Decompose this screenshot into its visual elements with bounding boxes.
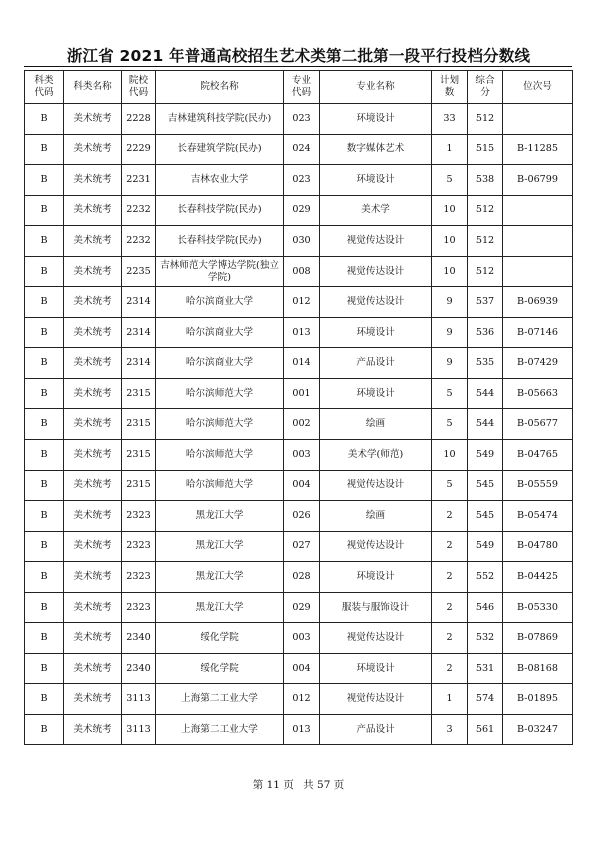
cell-major-code: 001	[284, 378, 320, 409]
cell-subject-name: 美术统考	[64, 531, 122, 562]
cell-major-code: 013	[284, 317, 320, 348]
cell-major-code: 004	[284, 470, 320, 501]
header-total-score: 综合 分	[468, 71, 503, 104]
cell-school-code: 2314	[122, 287, 156, 318]
cell-major-code: 029	[284, 195, 320, 226]
cell-total-score: 537	[468, 287, 503, 318]
cell-plan-count: 10	[432, 256, 468, 287]
cell-plan-count: 2	[432, 592, 468, 623]
cell-major-code: 003	[284, 440, 320, 471]
cell-subject-name: 美术统考	[64, 623, 122, 654]
cell-major-code: 030	[284, 226, 320, 257]
cell-plan-count: 10	[432, 195, 468, 226]
cell-school-code: 2315	[122, 440, 156, 471]
cell-major-name: 产品设计	[320, 348, 432, 379]
cell-plan-count: 33	[432, 104, 468, 135]
cell-school-code: 2323	[122, 531, 156, 562]
cell-plan-count: 2	[432, 501, 468, 532]
cell-major-name: 绘画	[320, 409, 432, 440]
page-total: 共 57 页	[303, 779, 345, 791]
table-row	[25, 714, 573, 745]
cell-school-name: 黑龙江大学	[156, 562, 284, 593]
cell-rank: B-07146	[503, 317, 573, 348]
cell-plan-count: 1	[432, 684, 468, 715]
cell-total-score: 561	[468, 714, 503, 745]
cell-major-name: 视觉传达设计	[320, 287, 432, 318]
cell-rank: B-05677	[503, 409, 573, 440]
cell-subject-name: 美术统考	[64, 104, 122, 135]
cell-subject-name: 美术统考	[64, 134, 122, 165]
cell-subject-code: B	[25, 287, 64, 318]
cell-rank: B-06939	[503, 287, 573, 318]
cell-school-code: 2315	[122, 470, 156, 501]
cell-subject-code: B	[25, 440, 64, 471]
table-row	[25, 440, 573, 471]
table-row	[25, 317, 573, 348]
header-rank: 位次号	[503, 71, 573, 104]
cell-school-code: 2340	[122, 653, 156, 684]
table-row	[25, 592, 573, 623]
cell-school-code: 3113	[122, 714, 156, 745]
cell-school-code: 2314	[122, 348, 156, 379]
cell-subject-name: 美术统考	[64, 440, 122, 471]
cell-plan-count: 3	[432, 714, 468, 745]
cell-subject-code: B	[25, 684, 64, 715]
cell-total-score: 531	[468, 653, 503, 684]
cell-major-name: 美术学	[320, 195, 432, 226]
cell-total-score: 512	[468, 256, 503, 287]
cell-plan-count: 10	[432, 440, 468, 471]
cell-rank: B-11285	[503, 134, 573, 165]
cell-rank	[503, 104, 573, 135]
cell-major-name: 视觉传达设计	[320, 226, 432, 257]
table-row	[25, 256, 573, 287]
cell-subject-name: 美术统考	[64, 562, 122, 593]
cell-subject-code: B	[25, 134, 64, 165]
cell-major-name: 美术学(师范)	[320, 440, 432, 471]
cell-major-name: 视觉传达设计	[320, 531, 432, 562]
table-row	[25, 195, 573, 226]
cell-total-score: 546	[468, 592, 503, 623]
cell-school-name: 绥化学院	[156, 623, 284, 654]
cell-school-name: 哈尔滨师范大学	[156, 440, 284, 471]
table-row	[25, 226, 573, 257]
table-row	[25, 684, 573, 715]
cell-plan-count: 2	[432, 623, 468, 654]
page-footer	[0, 777, 597, 792]
cell-school-code: 3113	[122, 684, 156, 715]
cell-subject-name: 美术统考	[64, 592, 122, 623]
cell-major-code: 003	[284, 623, 320, 654]
cell-rank: B-03247	[503, 714, 573, 745]
cell-total-score: 544	[468, 409, 503, 440]
cell-major-code: 012	[284, 287, 320, 318]
cell-major-name: 服装与服饰设计	[320, 592, 432, 623]
header-plan-count: 计划 数	[432, 71, 468, 104]
cell-school-name: 长春科技学院(民办)	[156, 226, 284, 257]
table-row	[25, 653, 573, 684]
cell-plan-count: 5	[432, 378, 468, 409]
cell-school-code: 2340	[122, 623, 156, 654]
cell-subject-name: 美术统考	[64, 470, 122, 501]
cell-rank: B-07429	[503, 348, 573, 379]
cell-subject-name: 美术统考	[64, 287, 122, 318]
cell-rank: B-05474	[503, 501, 573, 532]
table-row	[25, 378, 573, 409]
table-row	[25, 409, 573, 440]
cell-subject-code: B	[25, 317, 64, 348]
cell-rank: B-08168	[503, 653, 573, 684]
table-row	[25, 531, 573, 562]
cell-plan-count: 10	[432, 226, 468, 257]
cell-total-score: 574	[468, 684, 503, 715]
cell-plan-count: 1	[432, 134, 468, 165]
cell-subject-name: 美术统考	[64, 714, 122, 745]
cell-subject-code: B	[25, 623, 64, 654]
table-row	[25, 104, 573, 135]
cell-school-name: 吉林师范大学博达学院(独立学院)	[156, 256, 284, 287]
score-table	[24, 70, 573, 745]
cell-subject-name: 美术统考	[64, 501, 122, 532]
cell-rank: B-01895	[503, 684, 573, 715]
cell-school-code: 2323	[122, 562, 156, 593]
title-rule	[24, 66, 572, 67]
cell-school-name: 哈尔滨商业大学	[156, 287, 284, 318]
cell-major-code: 012	[284, 684, 320, 715]
cell-major-code: 028	[284, 562, 320, 593]
cell-plan-count: 9	[432, 317, 468, 348]
cell-total-score: 544	[468, 378, 503, 409]
cell-total-score: 532	[468, 623, 503, 654]
cell-subject-code: B	[25, 714, 64, 745]
cell-total-score: 535	[468, 348, 503, 379]
cell-plan-count: 2	[432, 653, 468, 684]
cell-school-code: 2315	[122, 378, 156, 409]
page-title: 浙江省 2021 年普通高校招生艺术类第二批第一段平行投档分数线	[66, 47, 531, 65]
cell-subject-code: B	[25, 409, 64, 440]
cell-rank: B-05330	[503, 592, 573, 623]
cell-school-name: 长春科技学院(民办)	[156, 195, 284, 226]
cell-major-name: 数字媒体艺术	[320, 134, 432, 165]
cell-rank: B-05663	[503, 378, 573, 409]
cell-rank	[503, 226, 573, 257]
cell-school-code: 2229	[122, 134, 156, 165]
cell-school-name: 黑龙江大学	[156, 531, 284, 562]
cell-total-score: 549	[468, 440, 503, 471]
cell-school-code: 2232	[122, 195, 156, 226]
table-row	[25, 287, 573, 318]
cell-rank: B-04765	[503, 440, 573, 471]
cell-total-score: 515	[468, 134, 503, 165]
cell-rank: B-07869	[503, 623, 573, 654]
cell-rank: B-05559	[503, 470, 573, 501]
cell-total-score: 549	[468, 531, 503, 562]
cell-subject-name: 美术统考	[64, 378, 122, 409]
cell-total-score: 512	[468, 226, 503, 257]
cell-subject-name: 美术统考	[64, 165, 122, 196]
cell-rank	[503, 195, 573, 226]
cell-plan-count: 2	[432, 531, 468, 562]
cell-school-name: 吉林建筑科技学院(民办)	[156, 104, 284, 135]
cell-total-score: 552	[468, 562, 503, 593]
cell-plan-count: 5	[432, 165, 468, 196]
cell-subject-name: 美术统考	[64, 409, 122, 440]
cell-major-name: 视觉传达设计	[320, 623, 432, 654]
table-row	[25, 348, 573, 379]
table-body	[25, 104, 573, 745]
header-school-name: 院校名称	[156, 71, 284, 104]
cell-rank: B-04425	[503, 562, 573, 593]
cell-plan-count: 2	[432, 562, 468, 593]
page-number: 第 11 页	[252, 779, 294, 791]
cell-subject-code: B	[25, 226, 64, 257]
cell-subject-code: B	[25, 256, 64, 287]
cell-major-code: 026	[284, 501, 320, 532]
cell-major-code: 004	[284, 653, 320, 684]
cell-subject-code: B	[25, 104, 64, 135]
cell-major-name: 环境设计	[320, 378, 432, 409]
cell-major-code: 002	[284, 409, 320, 440]
cell-major-name: 视觉传达设计	[320, 684, 432, 715]
cell-major-name: 环境设计	[320, 317, 432, 348]
cell-rank: B-06799	[503, 165, 573, 196]
cell-school-code: 2323	[122, 501, 156, 532]
header-subject-code: 科类 代码	[25, 71, 64, 104]
cell-school-code: 2315	[122, 409, 156, 440]
cell-subject-name: 美术统考	[64, 226, 122, 257]
cell-major-name: 环境设计	[320, 165, 432, 196]
cell-total-score: 545	[468, 470, 503, 501]
cell-subject-code: B	[25, 531, 64, 562]
cell-major-code: 029	[284, 592, 320, 623]
cell-subject-code: B	[25, 562, 64, 593]
cell-subject-code: B	[25, 470, 64, 501]
cell-major-name: 视觉传达设计	[320, 470, 432, 501]
cell-school-name: 黑龙江大学	[156, 592, 284, 623]
cell-total-score: 538	[468, 165, 503, 196]
cell-major-code: 013	[284, 714, 320, 745]
cell-school-name: 哈尔滨商业大学	[156, 348, 284, 379]
cell-subject-name: 美术统考	[64, 317, 122, 348]
table-row	[25, 470, 573, 501]
cell-subject-code: B	[25, 165, 64, 196]
cell-school-code: 2228	[122, 104, 156, 135]
cell-plan-count: 5	[432, 470, 468, 501]
table-row	[25, 562, 573, 593]
cell-major-code: 023	[284, 104, 320, 135]
table-header-row	[25, 71, 573, 104]
cell-plan-count: 5	[432, 409, 468, 440]
cell-school-name: 哈尔滨师范大学	[156, 470, 284, 501]
cell-major-name: 视觉传达设计	[320, 256, 432, 287]
cell-major-code: 023	[284, 165, 320, 196]
cell-subject-code: B	[25, 195, 64, 226]
header-major-name: 专业名称	[320, 71, 432, 104]
cell-total-score: 512	[468, 104, 503, 135]
cell-subject-name: 美术统考	[64, 348, 122, 379]
cell-major-name: 产品设计	[320, 714, 432, 745]
cell-major-code: 027	[284, 531, 320, 562]
cell-subject-code: B	[25, 348, 64, 379]
cell-total-score: 536	[468, 317, 503, 348]
cell-subject-name: 美术统考	[64, 256, 122, 287]
cell-school-name: 黑龙江大学	[156, 501, 284, 532]
cell-school-name: 哈尔滨师范大学	[156, 378, 284, 409]
cell-subject-code: B	[25, 653, 64, 684]
cell-total-score: 545	[468, 501, 503, 532]
cell-major-code: 024	[284, 134, 320, 165]
cell-school-name: 哈尔滨师范大学	[156, 409, 284, 440]
cell-school-name: 上海第二工业大学	[156, 684, 284, 715]
header-subject-name: 科类名称	[64, 71, 122, 104]
cell-subject-name: 美术统考	[64, 195, 122, 226]
cell-major-name: 环境设计	[320, 653, 432, 684]
cell-school-code: 2323	[122, 592, 156, 623]
cell-rank	[503, 256, 573, 287]
table-row	[25, 165, 573, 196]
table-row	[25, 623, 573, 654]
cell-major-code: 008	[284, 256, 320, 287]
cell-major-name: 环境设计	[320, 104, 432, 135]
cell-school-name: 哈尔滨商业大学	[156, 317, 284, 348]
table-row	[25, 134, 573, 165]
cell-subject-code: B	[25, 378, 64, 409]
cell-school-code: 2231	[122, 165, 156, 196]
table-row	[25, 501, 573, 532]
header-major-code: 专业 代码	[284, 71, 320, 104]
cell-subject-name: 美术统考	[64, 684, 122, 715]
cell-school-name: 上海第二工业大学	[156, 714, 284, 745]
cell-plan-count: 9	[432, 287, 468, 318]
cell-school-name: 绥化学院	[156, 653, 284, 684]
cell-total-score: 512	[468, 195, 503, 226]
cell-major-name: 环境设计	[320, 562, 432, 593]
cell-subject-name: 美术统考	[64, 653, 122, 684]
header-school-code: 院校 代码	[122, 71, 156, 104]
cell-school-name: 长春建筑学院(民办)	[156, 134, 284, 165]
cell-school-code: 2314	[122, 317, 156, 348]
cell-school-code: 2235	[122, 256, 156, 287]
cell-rank: B-04780	[503, 531, 573, 562]
cell-plan-count: 9	[432, 348, 468, 379]
cell-major-name: 绘画	[320, 501, 432, 532]
cell-school-name: 吉林农业大学	[156, 165, 284, 196]
cell-major-code: 014	[284, 348, 320, 379]
cell-subject-code: B	[25, 501, 64, 532]
cell-subject-code: B	[25, 592, 64, 623]
cell-school-code: 2232	[122, 226, 156, 257]
